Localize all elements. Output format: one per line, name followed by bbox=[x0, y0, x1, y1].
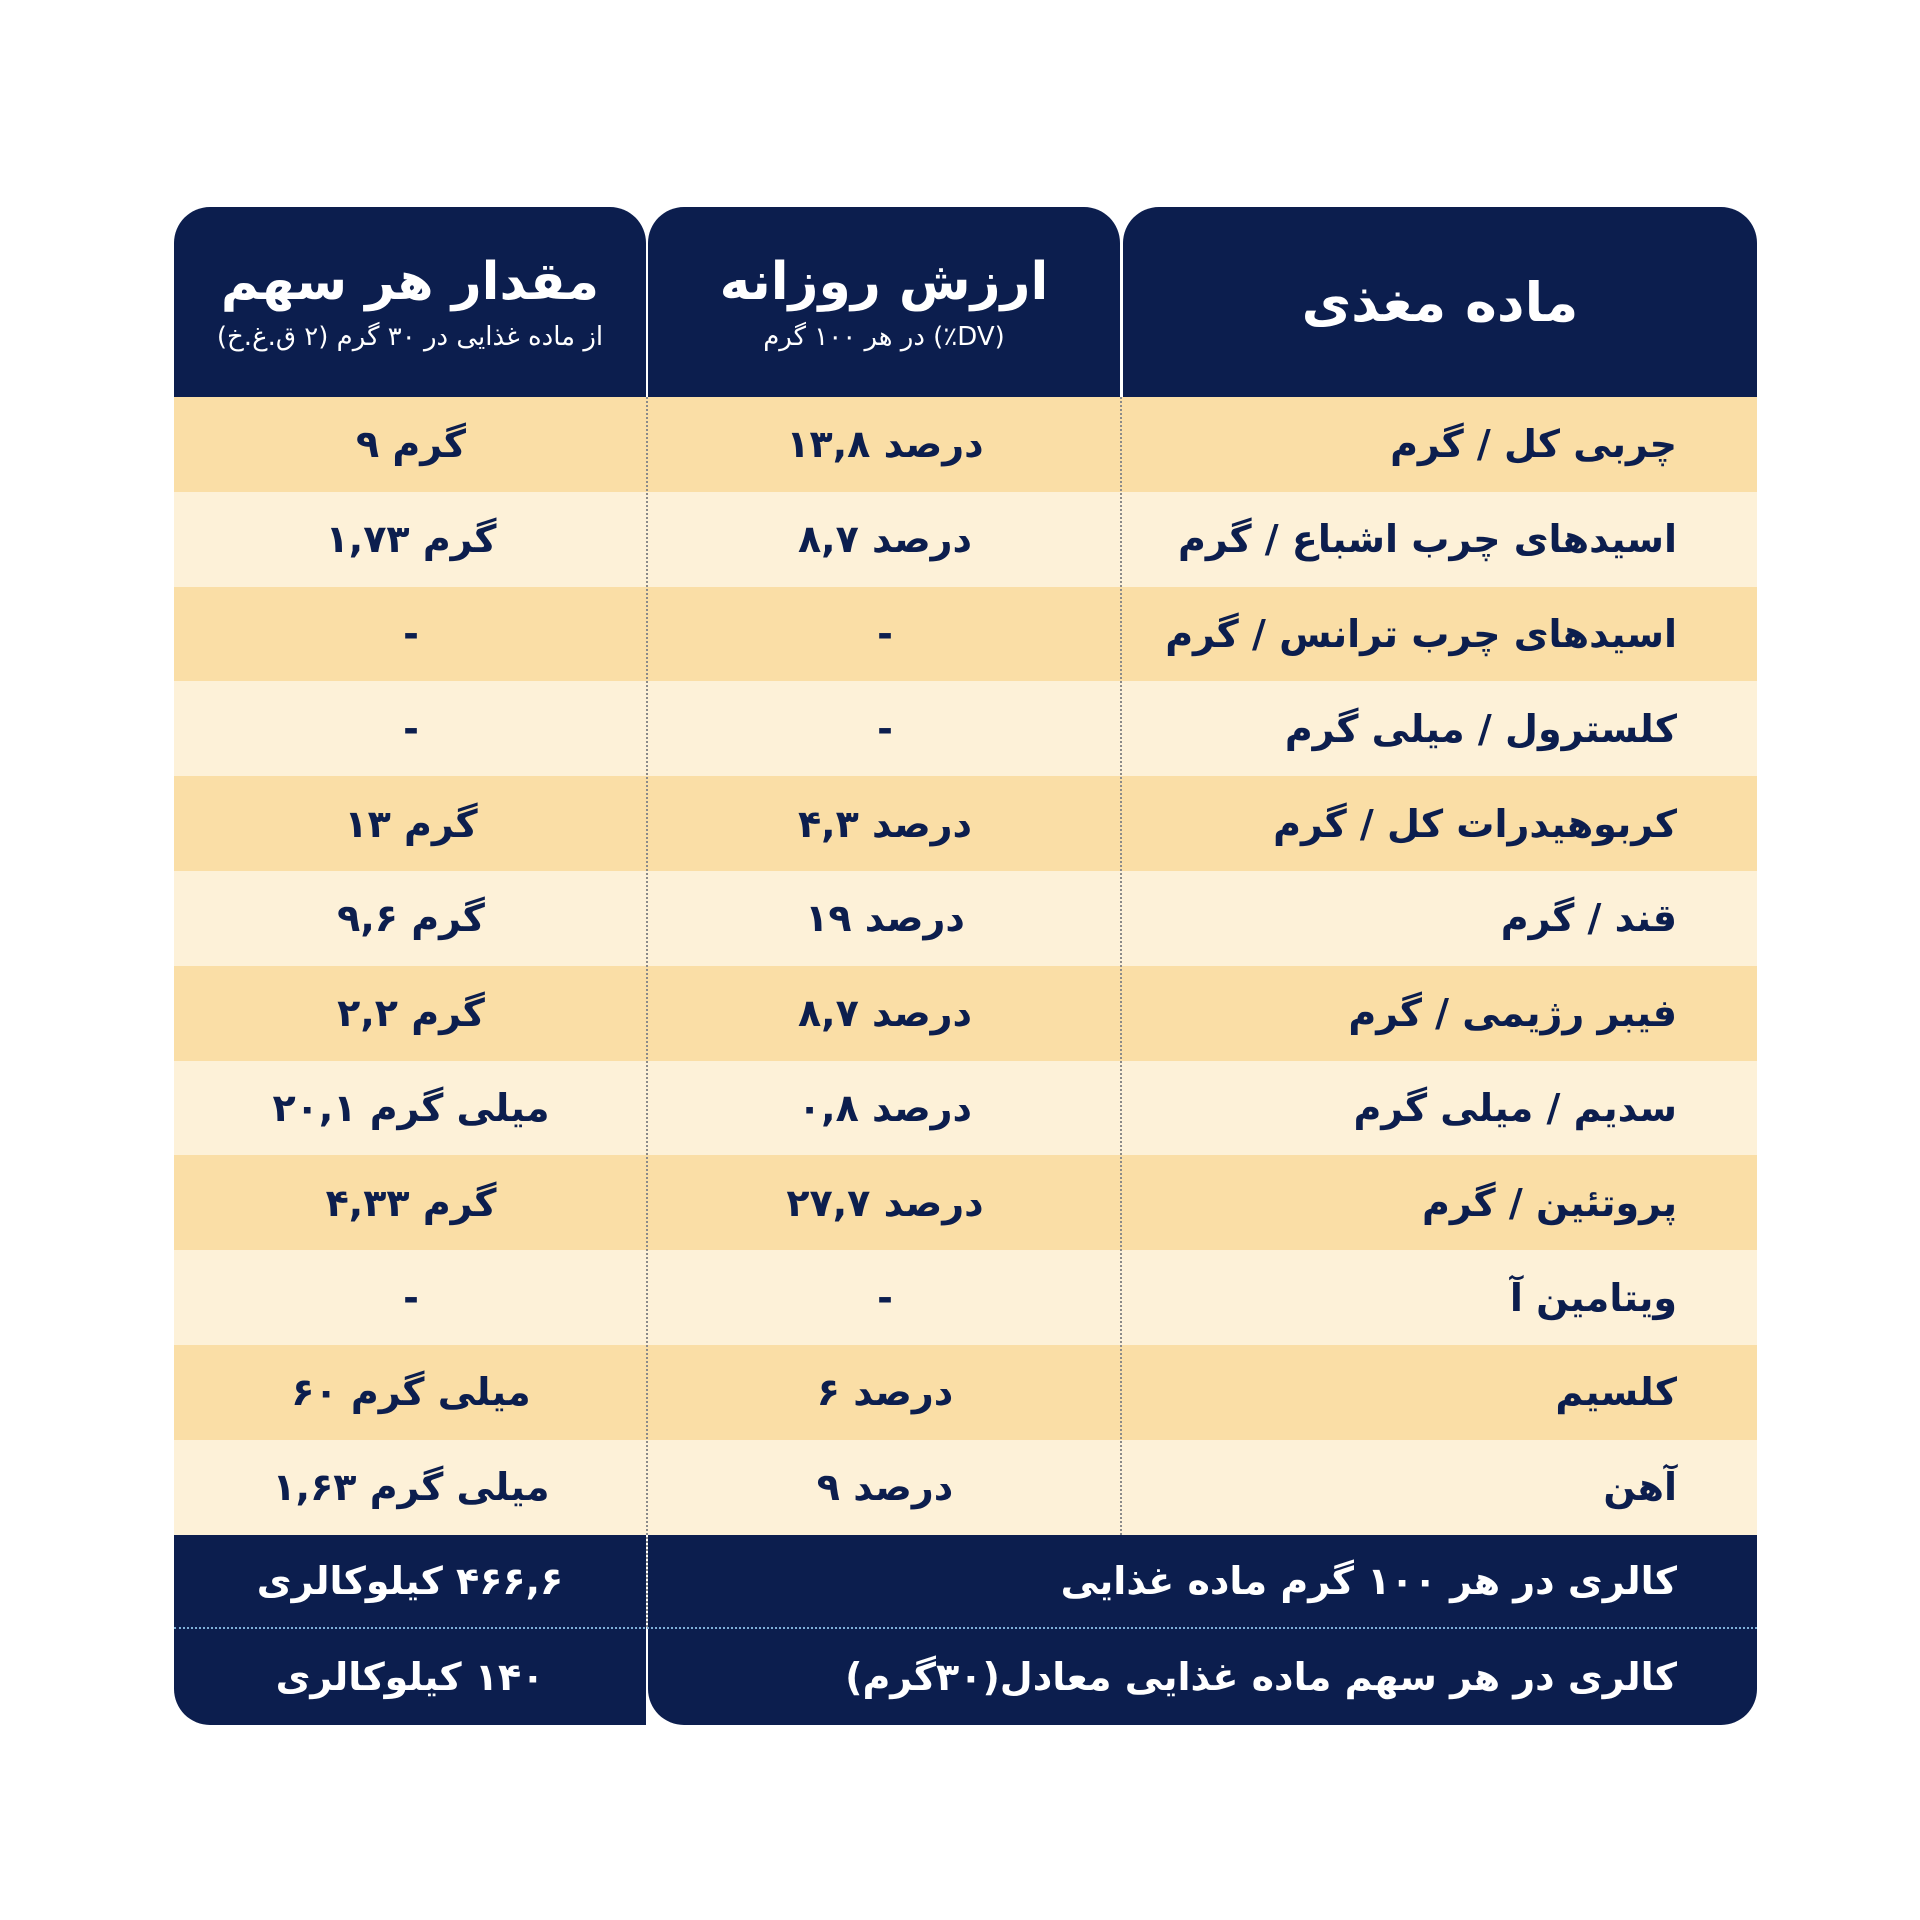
header-nutrient-title: ماده مغذی bbox=[1301, 270, 1579, 334]
cell-daily-value: ۰,۸ درصد bbox=[797, 1085, 973, 1130]
cell-nutrient: کربوهیدرات کل / گرم bbox=[1273, 801, 1677, 846]
cell-serving: ۴,۳۳ گرم bbox=[325, 1180, 497, 1225]
cell-serving: ۹,۶ گرم bbox=[337, 896, 485, 941]
cell-daily-value: ۴,۳ درصد bbox=[797, 801, 973, 846]
cell-serving: ۶۰ میلی گرم bbox=[291, 1370, 531, 1415]
header-daily-value-subtitle: (DV٪) در هر ۱۰۰ گرم bbox=[763, 322, 1005, 352]
cell-serving: - bbox=[403, 706, 419, 751]
footer-per-100g-value: ۴۶۶,۶ کیلوکالری bbox=[256, 1559, 564, 1603]
cell-nutrient: کلسترول / میلی گرم bbox=[1284, 706, 1677, 751]
header-serving-subtitle: از ماده غذایی در ۳۰ گرم (۲ ق.غ.خ) bbox=[216, 322, 604, 352]
cell-serving: ۲۰,۱ میلی گرم bbox=[272, 1085, 550, 1130]
cell-daily-value: ۹ درصد bbox=[816, 1465, 954, 1510]
header-daily-value-title: ارزش روزانه bbox=[719, 252, 1049, 312]
cell-daily-value: ۲۷,۷ درصد bbox=[786, 1180, 984, 1225]
cell-nutrient: اسیدهای چرب اشباع / گرم bbox=[1177, 517, 1677, 562]
footer-per-100g-label: کالری در هر ۱۰۰ گرم ماده غذایی bbox=[1060, 1559, 1677, 1603]
header-serving bbox=[174, 207, 646, 397]
cell-serving: ۱,۷۳ گرم bbox=[325, 517, 497, 562]
cell-serving: ۲,۲ گرم bbox=[337, 991, 485, 1036]
cell-daily-value: ۶ درصد bbox=[816, 1370, 954, 1415]
cell-nutrient: ویتامین آ bbox=[1509, 1275, 1677, 1320]
cell-nutrient: فیبر رژیمی / گرم bbox=[1348, 991, 1677, 1036]
cell-nutrient: آهن bbox=[1603, 1465, 1677, 1510]
cell-daily-value: ۱۳,۸ درصد bbox=[786, 422, 984, 467]
cell-daily-value: ۸,۷ درصد bbox=[797, 517, 973, 562]
cell-nutrient: قند / گرم bbox=[1500, 896, 1677, 941]
column-divider-1 bbox=[1120, 397, 1122, 1535]
cell-serving: - bbox=[403, 1275, 419, 1320]
cell-serving: ۱,۶۳ میلی گرم bbox=[272, 1465, 550, 1510]
cell-nutrient: پروتئین / گرم bbox=[1422, 1180, 1677, 1225]
cell-daily-value: ۱۹ درصد bbox=[805, 896, 965, 941]
cell-daily-value: - bbox=[877, 1275, 893, 1320]
cell-nutrient: سدیم / میلی گرم bbox=[1353, 1085, 1677, 1130]
cell-daily-value: ۸,۷ درصد bbox=[797, 991, 973, 1036]
header-serving-title: مقدار هر سهم bbox=[220, 252, 600, 312]
footer-per-serving-label: کالری در هر سهم ماده غذایی معادل(۳۰گرم) bbox=[845, 1655, 1677, 1699]
column-divider-2 bbox=[646, 397, 648, 1627]
header-daily-value bbox=[648, 207, 1120, 397]
cell-daily-value: - bbox=[877, 611, 893, 656]
footer-per-serving-value: ۱۴۰ کیلوکالری bbox=[275, 1655, 545, 1699]
cell-serving: ۹ گرم bbox=[355, 422, 467, 467]
cell-serving: - bbox=[403, 611, 419, 656]
header-nutrient bbox=[1123, 207, 1757, 397]
cell-nutrient: اسیدهای چرب ترانس / گرم bbox=[1165, 611, 1677, 656]
cell-serving: ۱۳ گرم bbox=[344, 801, 478, 846]
cell-daily-value: - bbox=[877, 706, 893, 751]
cell-nutrient: کلسیم bbox=[1555, 1370, 1677, 1415]
cell-nutrient: چربی کل / گرم bbox=[1390, 422, 1677, 467]
